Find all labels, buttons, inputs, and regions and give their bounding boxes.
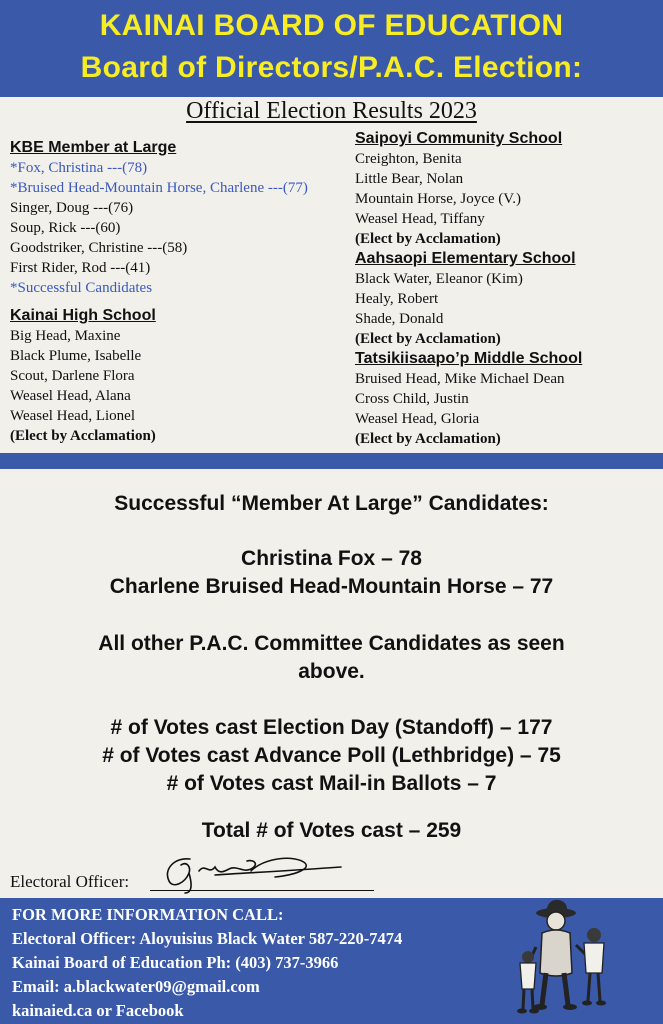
tatsikiisaapo-heading: Tatsikiisaapo’p Middle School — [355, 350, 583, 367]
official-results-title: Official Election Results 2023 — [186, 98, 477, 124]
acclamation-note: (Elect by Acclamation) — [355, 231, 501, 247]
acclamation-note: (Elect by Acclamation) — [10, 428, 156, 444]
candidate-line: First Rider, Rod ---(41) — [10, 260, 151, 276]
header-subtitle: Board of Directors/P.A.C. Election: — [80, 51, 583, 84]
candidate-line: Cross Child, Justin — [355, 391, 469, 407]
aahsaopi-heading: Aahsaopi Elementary School — [355, 250, 576, 267]
saipoyi-heading: Saipoyi Community School — [355, 130, 563, 147]
candidate-line: *Fox, Christina ---(78) — [10, 160, 148, 176]
candidate-line: Big Head, Maxine — [10, 328, 121, 344]
kainai-high-heading: Kainai High School — [10, 307, 156, 324]
pac-note: above. — [298, 660, 365, 683]
candidate-line: Singer, Doug ---(76) — [10, 200, 134, 216]
candidate-line: Bruised Head, Mike Michael Dean — [355, 371, 565, 387]
footer-heading: FOR MORE INFORMATION CALL: — [12, 905, 284, 924]
votes-total: Total # of Votes cast – 259 — [201, 819, 462, 842]
electoral-officer-label: Electoral Officer: — [10, 872, 130, 891]
candidate-line: Mountain Horse, Joyce (V.) — [355, 191, 521, 207]
candidate-line: *Bruised Head-Mountain Horse, Charlene ---(77) — [10, 180, 308, 196]
left-column — [10, 138, 308, 446]
member-at-large-heading: KBE Member at Large — [10, 139, 177, 156]
acclamation-note: (Elect by Acclamation) — [355, 331, 501, 347]
acclamation-note: (Elect by Acclamation) — [355, 431, 501, 447]
footer-website: kainaied.ca or Facebook — [12, 1001, 184, 1020]
votes-election-day: # of Votes cast Election Day (Standoff) – 177 — [110, 716, 553, 739]
family-illustration — [512, 893, 612, 1021]
footer-phone: Kainai Board of Education Ph: (403) 737-3966 — [12, 953, 339, 972]
candidate-line: Shade, Donald — [355, 311, 444, 327]
candidate-line: Scout, Darlene Flora — [10, 368, 135, 384]
right-column — [355, 129, 582, 449]
votes-advance-poll: # of Votes cast Advance Poll (Lethbridge) – 75 — [102, 744, 561, 767]
winner-line: Charlene Bruised Head-Mountain Horse – 77 — [109, 575, 554, 598]
footer-officer: Electoral Officer: Aloyuisius Black Water 587-220-7474 — [12, 929, 403, 948]
candidate-line: Creighton, Benita — [355, 151, 462, 167]
candidate-line: Weasel Head, Lionel — [10, 408, 135, 424]
pac-note: All other P.A.C. Committee Candidates as seen — [98, 632, 565, 655]
footer-email: Email: a.blackwater09@gmail.com — [12, 977, 260, 996]
candidate-line: Black Water, Eleanor (Kim) — [355, 271, 523, 287]
divider-band — [0, 453, 663, 469]
successful-note: *Successful Candidates — [10, 280, 153, 296]
header-banner — [0, 0, 663, 97]
candidate-line: Weasel Head, Alana — [10, 388, 131, 404]
candidate-line: Black Plume, Isabelle — [10, 348, 142, 364]
candidate-line: Goodstriker, Christine ---(58) — [10, 240, 188, 256]
signature-image — [155, 853, 345, 895]
candidate-line: Soup, Rick ---(60) — [10, 220, 121, 236]
votes-mail-in: # of Votes cast Mail-in Ballots – 7 — [166, 772, 497, 795]
candidate-line: Weasel Head, Tiffany — [355, 211, 485, 227]
candidate-line: Healy, Robert — [355, 291, 439, 307]
candidate-line: Weasel Head, Gloria — [355, 411, 480, 427]
results-heading: Successful “Member At Large” Candidates: — [114, 492, 549, 515]
header-title: KAINAI BOARD OF EDUCATION — [99, 9, 564, 42]
candidate-line: Little Bear, Nolan — [355, 171, 464, 187]
winner-line: Christina Fox – 78 — [241, 547, 422, 570]
